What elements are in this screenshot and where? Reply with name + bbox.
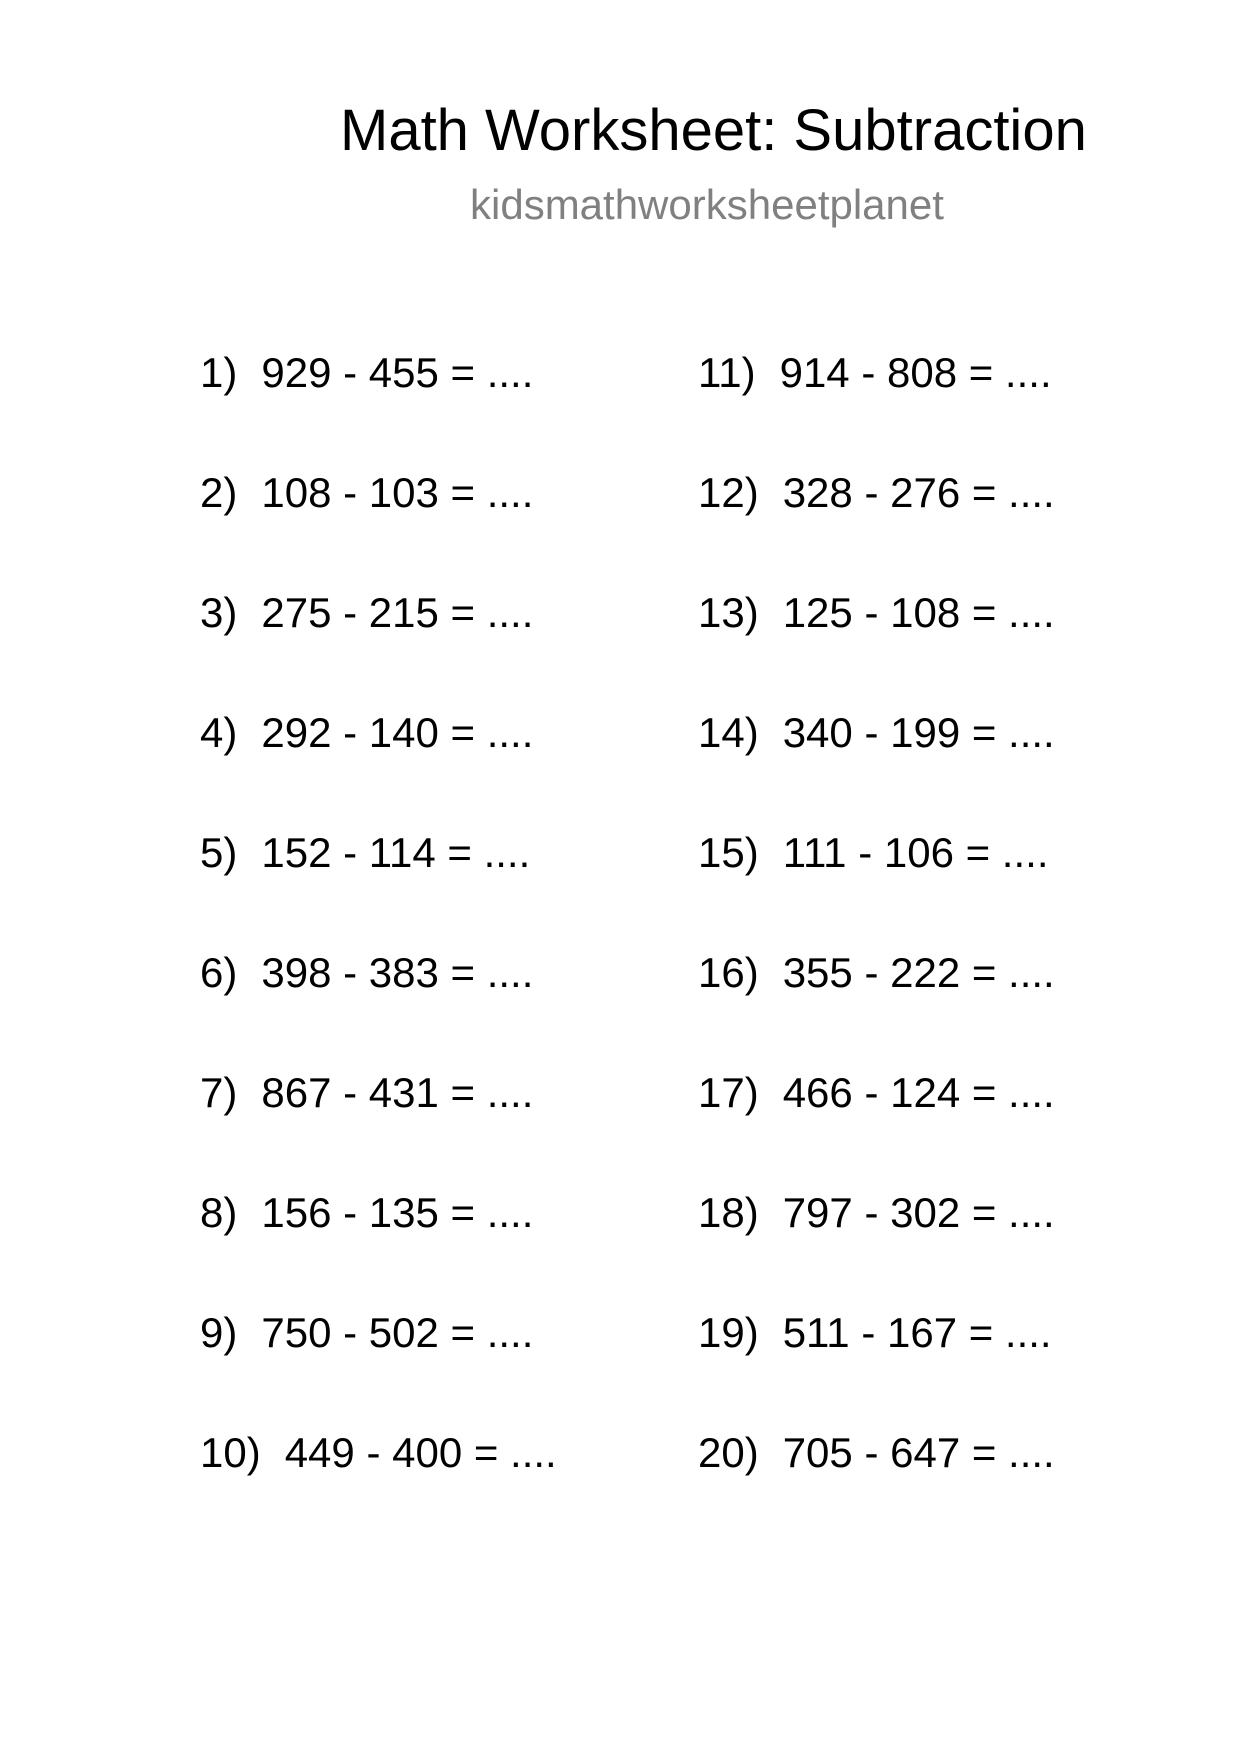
problem-number: 12) <box>698 469 759 516</box>
problem-number: 20) <box>698 1429 759 1476</box>
problem-expression: 125 - 108 = .... <box>782 589 1055 636</box>
problem-10 <box>200 1425 557 1545</box>
problem-number: 6) <box>200 949 238 996</box>
problem-expression: 292 - 140 = .... <box>261 709 534 756</box>
problem-number: 13) <box>698 589 759 636</box>
problem-number: 3) <box>200 589 238 636</box>
problem-expression: 867 - 431 = .... <box>261 1069 534 1116</box>
problem-number: 16) <box>698 949 759 996</box>
problem-expression: 398 - 383 = .... <box>261 949 534 996</box>
problem-16 <box>698 945 1055 1065</box>
problem-number: 18) <box>698 1189 759 1236</box>
problem-expression: 355 - 222 = .... <box>782 949 1055 996</box>
problem-1 <box>200 345 557 465</box>
problem-11 <box>698 345 1055 465</box>
problem-number: 15) <box>698 829 759 876</box>
problem-4 <box>200 705 557 825</box>
problem-number: 1) <box>200 349 238 396</box>
problem-expression: 275 - 215 = .... <box>261 589 534 636</box>
problem-14 <box>698 705 1055 825</box>
problem-number: 10) <box>200 1429 261 1476</box>
problem-expression: 340 - 199 = .... <box>782 709 1055 756</box>
problem-expression: 929 - 455 = .... <box>261 349 534 396</box>
problem-9 <box>200 1305 557 1425</box>
problem-number: 2) <box>200 469 238 516</box>
problem-number: 17) <box>698 1069 759 1116</box>
problem-number: 11) <box>698 349 756 396</box>
problems-column-right <box>698 345 1055 1545</box>
problem-expression: 511 - 167 = .... <box>782 1309 1052 1356</box>
problem-expression: 449 - 400 = .... <box>284 1429 557 1476</box>
problem-expression: 750 - 502 = .... <box>261 1309 534 1356</box>
problem-number: 7) <box>200 1069 238 1116</box>
problem-6 <box>200 945 557 1065</box>
problem-19 <box>698 1305 1055 1425</box>
problem-18 <box>698 1185 1055 1305</box>
problem-number: 19) <box>698 1309 759 1356</box>
problem-expression: 914 - 808 = .... <box>779 349 1052 396</box>
problem-number: 14) <box>698 709 759 756</box>
problem-20 <box>698 1425 1055 1545</box>
problem-13 <box>698 585 1055 705</box>
problem-3 <box>200 585 557 705</box>
problem-expression: 466 - 124 = .... <box>782 1069 1055 1116</box>
problem-expression: 156 - 135 = .... <box>261 1189 534 1236</box>
problem-expression: 328 - 276 = .... <box>782 469 1055 516</box>
problem-number: 5) <box>200 829 238 876</box>
problem-15 <box>698 825 1055 945</box>
problem-expression: 152 - 114 = .... <box>261 829 531 876</box>
problem-number: 4) <box>200 709 238 756</box>
problem-8 <box>200 1185 557 1305</box>
problem-2 <box>200 465 557 585</box>
problem-12 <box>698 465 1055 585</box>
problem-17 <box>698 1065 1055 1185</box>
problem-number: 9) <box>200 1309 238 1356</box>
problem-expression: 111 - 106 = .... <box>782 829 1049 876</box>
problem-expression: 705 - 647 = .... <box>782 1429 1055 1476</box>
problem-number: 8) <box>200 1189 238 1236</box>
worksheet-title: Math Worksheet: Subtraction <box>340 98 1087 163</box>
problem-5 <box>200 825 557 945</box>
problem-expression: 797 - 302 = .... <box>782 1189 1055 1236</box>
problem-expression: 108 - 103 = .... <box>261 469 534 516</box>
problem-7 <box>200 1065 557 1185</box>
worksheet-subtitle: kidsmathworksheetplanet <box>470 181 944 228</box>
problems-column-left <box>200 345 557 1545</box>
